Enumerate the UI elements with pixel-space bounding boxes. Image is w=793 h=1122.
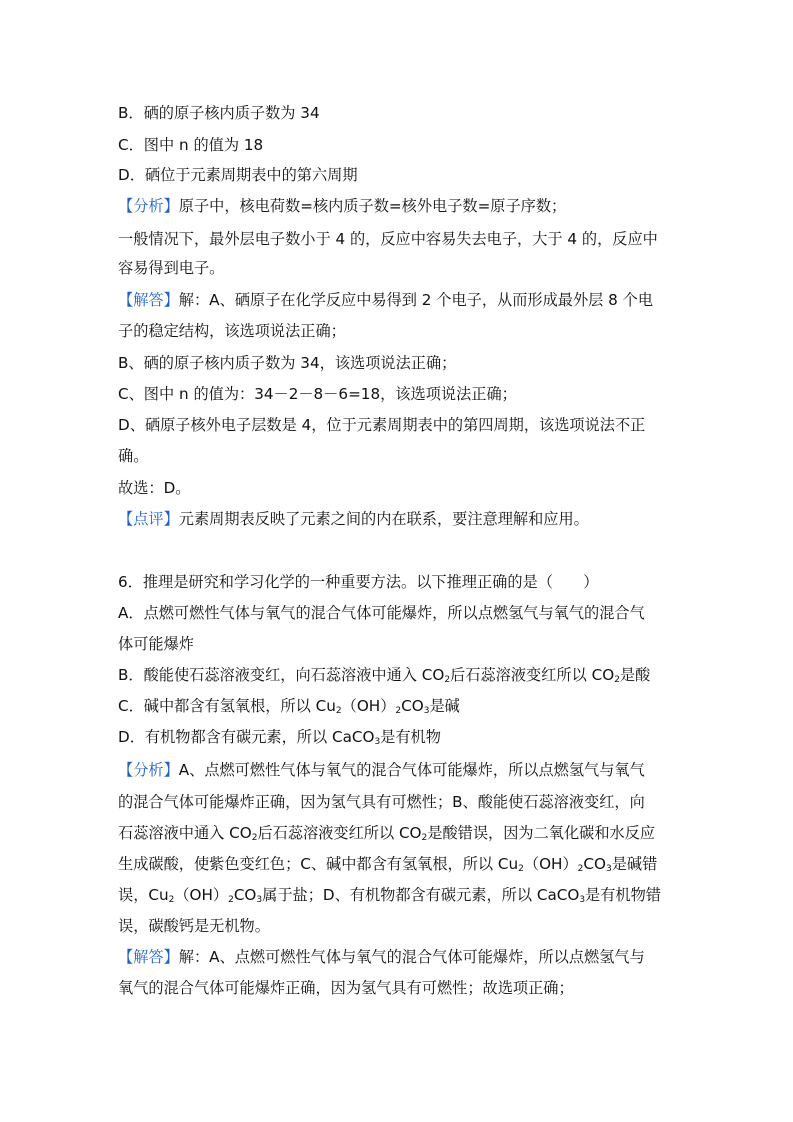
q6-option-a-line-1: A．点燃可燃性气体与氧气的混合气体可能爆炸，所以点燃氢气与氧气的混合气 xyxy=(118,604,645,622)
analysis-tag: 【分析】 xyxy=(118,197,179,215)
q6-option-b: B．酸能使石蕊溶液变红，向石蕊溶液中通入 $CO_2$后石蕊溶液变红所以 $CO_2$是酸 xyxy=(118,666,651,685)
q6-answer-line-2: 氧气的混合气体可能爆炸正确，因为氢气具有可燃性；故选项正确； xyxy=(118,979,574,997)
analysis-tag: 【分析】 xyxy=(118,761,179,779)
analysis-text: 原子中，核电荷数=核内质子数=核外电子数=原子序数； xyxy=(178,197,567,215)
comment-text: 元素周期表反映了元素之间的内在联系，要注意理解和应用。 xyxy=(178,510,589,528)
q5-answer-line-4: C、图中 n 的值为：34－2－8－6=18，该选项说法正确； xyxy=(118,385,517,403)
q5-answer-line-5: D、硒原子核外电子层数是 4，位于元素周期表中的第四周期，该选项说法不正 xyxy=(118,416,646,434)
answer-text: 解：A、点燃可燃性气体与氧气的混合气体可能爆炸，所以点燃氢气与 xyxy=(178,948,645,966)
analysis-text: A、点燃可燃性气体与氧气的混合气体可能爆炸，所以点燃氢气与氧气 xyxy=(178,761,645,779)
q6-analysis-line-6: 误，碳酸钙是无机物。 xyxy=(118,917,270,935)
q6-analysis-line-3: 石蕊溶液中通入 $CO_2$后石蕊溶液变红所以 $CO_2$是酸错误，因为二氧化碳和水反应 xyxy=(118,824,656,843)
q6-stem: 6．推理是研究和学习化学的一种重要方法。以下推理正确的是（ ） xyxy=(118,573,599,591)
q5-choice: 故选：D。 xyxy=(118,479,191,497)
q6-analysis-line-5: 误，$Cu_2(OH)_2CO_3$属于盐；D、有机物都含有碳元素，所以 CaCO$_3$是有机物错 xyxy=(118,886,661,905)
q6-analysis-line-2: 的混合气体可能爆炸正确，因为氢气具有可燃性；B、酸能使石蕊溶液变红，向 xyxy=(118,793,645,811)
q5-answer-line-2: 子的稳定结构，该选项说法正确； xyxy=(118,322,346,340)
answer-tag: 【解答】 xyxy=(118,291,179,309)
q6-option-d: D．有机物都含有碳元素，所以 CaCO$_3$是有机物 xyxy=(118,728,441,747)
q5-answer-line-1 xyxy=(118,290,653,310)
q6-option-a-line-2: 体可能爆炸 xyxy=(118,635,194,653)
q5-option-d: D．硒位于元素周期表中的第六周期 xyxy=(118,166,358,184)
q6-analysis-line-1 xyxy=(118,760,645,780)
answer-tag: 【解答】 xyxy=(118,948,179,966)
q6-analysis-line-4: 生成碳酸，使紫色变红色；C、碱中都含有氢氧根，所以 $Cu_2(OH)_2CO_3$是碱错 xyxy=(118,855,658,874)
q5-option-b: B．硒的原子核内质子数为 34 xyxy=(118,104,320,122)
q5-analysis-line-1 xyxy=(118,196,566,216)
q5-analysis-line-3: 容易得到电子。 xyxy=(118,259,225,277)
comment-tag: 【点评】 xyxy=(118,510,179,528)
q6-answer-line-1 xyxy=(118,947,645,967)
q6-option-c: C．碱中都含有氢氧根，所以 $Cu_2(OH)_2CO_3$是碱 xyxy=(118,697,460,716)
q5-analysis-line-2: 一般情况下，最外层电子数小于 4 的，反应中容易失去电子，大于 4 的，反应中 xyxy=(118,230,658,248)
answer-text: 解：A、硒原子在化学反应中易得到 2 个电子，从而形成最外层 8 个电 xyxy=(178,291,654,309)
q5-answer-line-3: B、硒的原子核内质子数为 34，该选项说法正确； xyxy=(118,354,457,372)
q5-comment xyxy=(118,509,589,529)
q5-answer-line-6: 确。 xyxy=(118,447,149,465)
q5-option-c: C．图中 n 的值为 18 xyxy=(118,136,264,154)
